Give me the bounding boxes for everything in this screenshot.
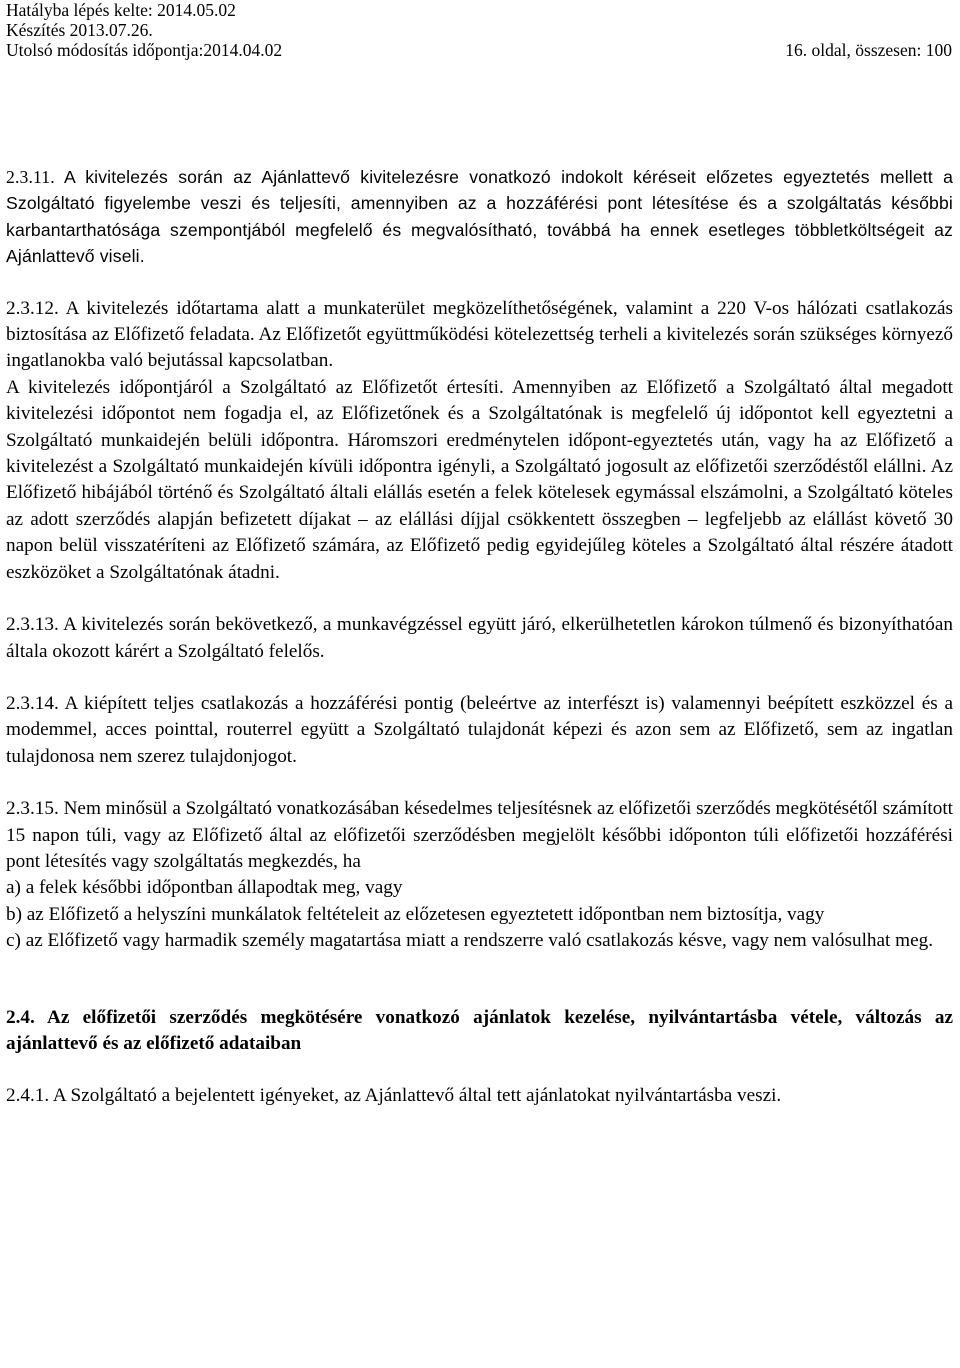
spacer [6, 586, 953, 612]
section-number: 2.3.15. [6, 798, 59, 820]
section-2-4-1: 2.4.1. A Szolgáltató a bejelentett igényeket, az Ajánlattevő által tett ajánlatokat nyilvántartásba veszi. [6, 1085, 782, 1107]
section-2-4-heading: 2.4. Az előfizetői szerződés megkötésére vonatkozó ajánlatok kezelése, nyilvántartásba vétele, változás az ajánlattevő és az előfizető adataiban [6, 1006, 953, 1054]
section-2-3-13 [6, 612, 953, 665]
spacer [6, 270, 953, 296]
section-number: 2.3.12. [6, 297, 59, 319]
section-2-3-11 [6, 164, 953, 270]
list-item-c: c) az Előfizető vagy harmadik személy magatartása miatt a rendszerre való csatlakozás késve, vagy nem valósulhat meg. [6, 930, 934, 952]
section-number: 2.3.11. [6, 167, 55, 187]
section-number: 2.3.14. [6, 692, 59, 714]
section-text: Nem minősül a Szolgáltató vonatkozásában késedelmes teljesítésnek az előfizetői szerződés megkötésétől számított 15 napon túli, vagy az Előfizető által az előfizetői szerződésben megjelölt későbbi időponton túli előfizetői hozzáférési pont létesítés vagy szolgáltatás megkezdés, ha [6, 798, 953, 872]
modified-date: Utolsó módosítás időpontja:2014.04.02 [6, 40, 283, 60]
list-item-a: a) a felek későbbi időpontban állapodtak meg, vagy [6, 877, 403, 899]
page-header [6, 0, 952, 60]
spacer [6, 665, 953, 691]
spacer [6, 1057, 953, 1083]
effective-date: Hatályba lépés kelte: 2014.05.02 [6, 0, 236, 20]
spacer [6, 955, 953, 1005]
section-text: A kivitelezés időtartama alatt a munkaterület megközelíthetőségének, valamint a 220 V-os hálózati csatlakozás biztosítása az Előfizető feladata. Az Előfizetőt együttműködési kötelezettség terheli a kivitelezés során szükséges környező ingatlanokba való bejutással kapcsolatban. [6, 297, 953, 372]
section-2-3-14 [6, 691, 953, 770]
list-item-b: b) az Előfizető a helyszíni munkálatok feltételeit az előzetesen egyeztetett időpontban nem biztosítja, vagy [6, 903, 825, 925]
section-2-3-12 [6, 296, 953, 375]
section-number: 2.3.13. [6, 614, 59, 636]
section-2-3-15 [6, 796, 953, 875]
page-counter: 16. oldal, összesen: 100 [785, 40, 952, 60]
created-date: Készítés 2013.07.26. [6, 20, 153, 40]
spacer [6, 770, 953, 796]
section-2-3-12-continued: A kivitelezés időpontjáról a Szolgáltató az Előfizetőt értesíti. Amennyiben az Előfizető a Szolgáltató által megadott kivitelezési időpontot nem fogadja el, az Előfizetőnek és a Szolgáltatónak is megfelelő új időpontot kell egyeztetni a Szolgáltató munkaidején belüli időpontra. Háromszori eredménytelen időpont-egyeztetés után, vagy ha az Előfizető a kivitelezést a Szolgáltató munkaidején kívüli időpontra igényli, a Szolgáltató jogosult az előfizetői szerződéstől elállni. Az Előfizető hibájából történő és Szolgáltató általi elállás esetén a felek kötelesek egymással elszámolni, a Szolgáltató köteles az adott szerződés alapján befizetett díjakat – az elállási díjjal csökkentett összegben – legfeljebb az elállást követő 30 napon belül visszatéríteni az Előfizető számára, az Előfizető pedig egyidejűleg köteles a Szolgáltató által részére átadott eszközöket a Szolgáltatónak átadni. [6, 376, 953, 583]
section-text: A kiépített teljes csatlakozás a hozzáférési pontig (beleértve az interfészt is) valamennyi beépített eszközzel és a modemmel, acces pointtal, routerrel együtt a Szolgáltató tulajdonát képezi és azon sem az Előfizető, sem az ingatlan tulajdonosa nem szerez tulajdonjogot. [6, 692, 953, 767]
section-text: A kivitelezés során bekövetkező, a munkavégzéssel együtt járó, elkerülhetetlen károkon túlmenő és bizonyíthatóan általa okozott kárért a Szolgáltató felelős. [6, 614, 953, 662]
document-body [6, 164, 953, 1110]
section-text: A kivitelezés során az Ajánlattevő kivitelezésre vonatkozó indokolt kéréseit előzetes egyeztetés mellett a Szolgáltató figyelembe veszi és teljesíti, amennyiben az a hozzáférési pont létesítése és a szolgáltatás későbbi karbantarthatósága szempontjából megfelelő és megvalósítható, továbbá ha ennek esetleges többletköltségeit az Ajánlattevő viseli. [6, 167, 953, 267]
